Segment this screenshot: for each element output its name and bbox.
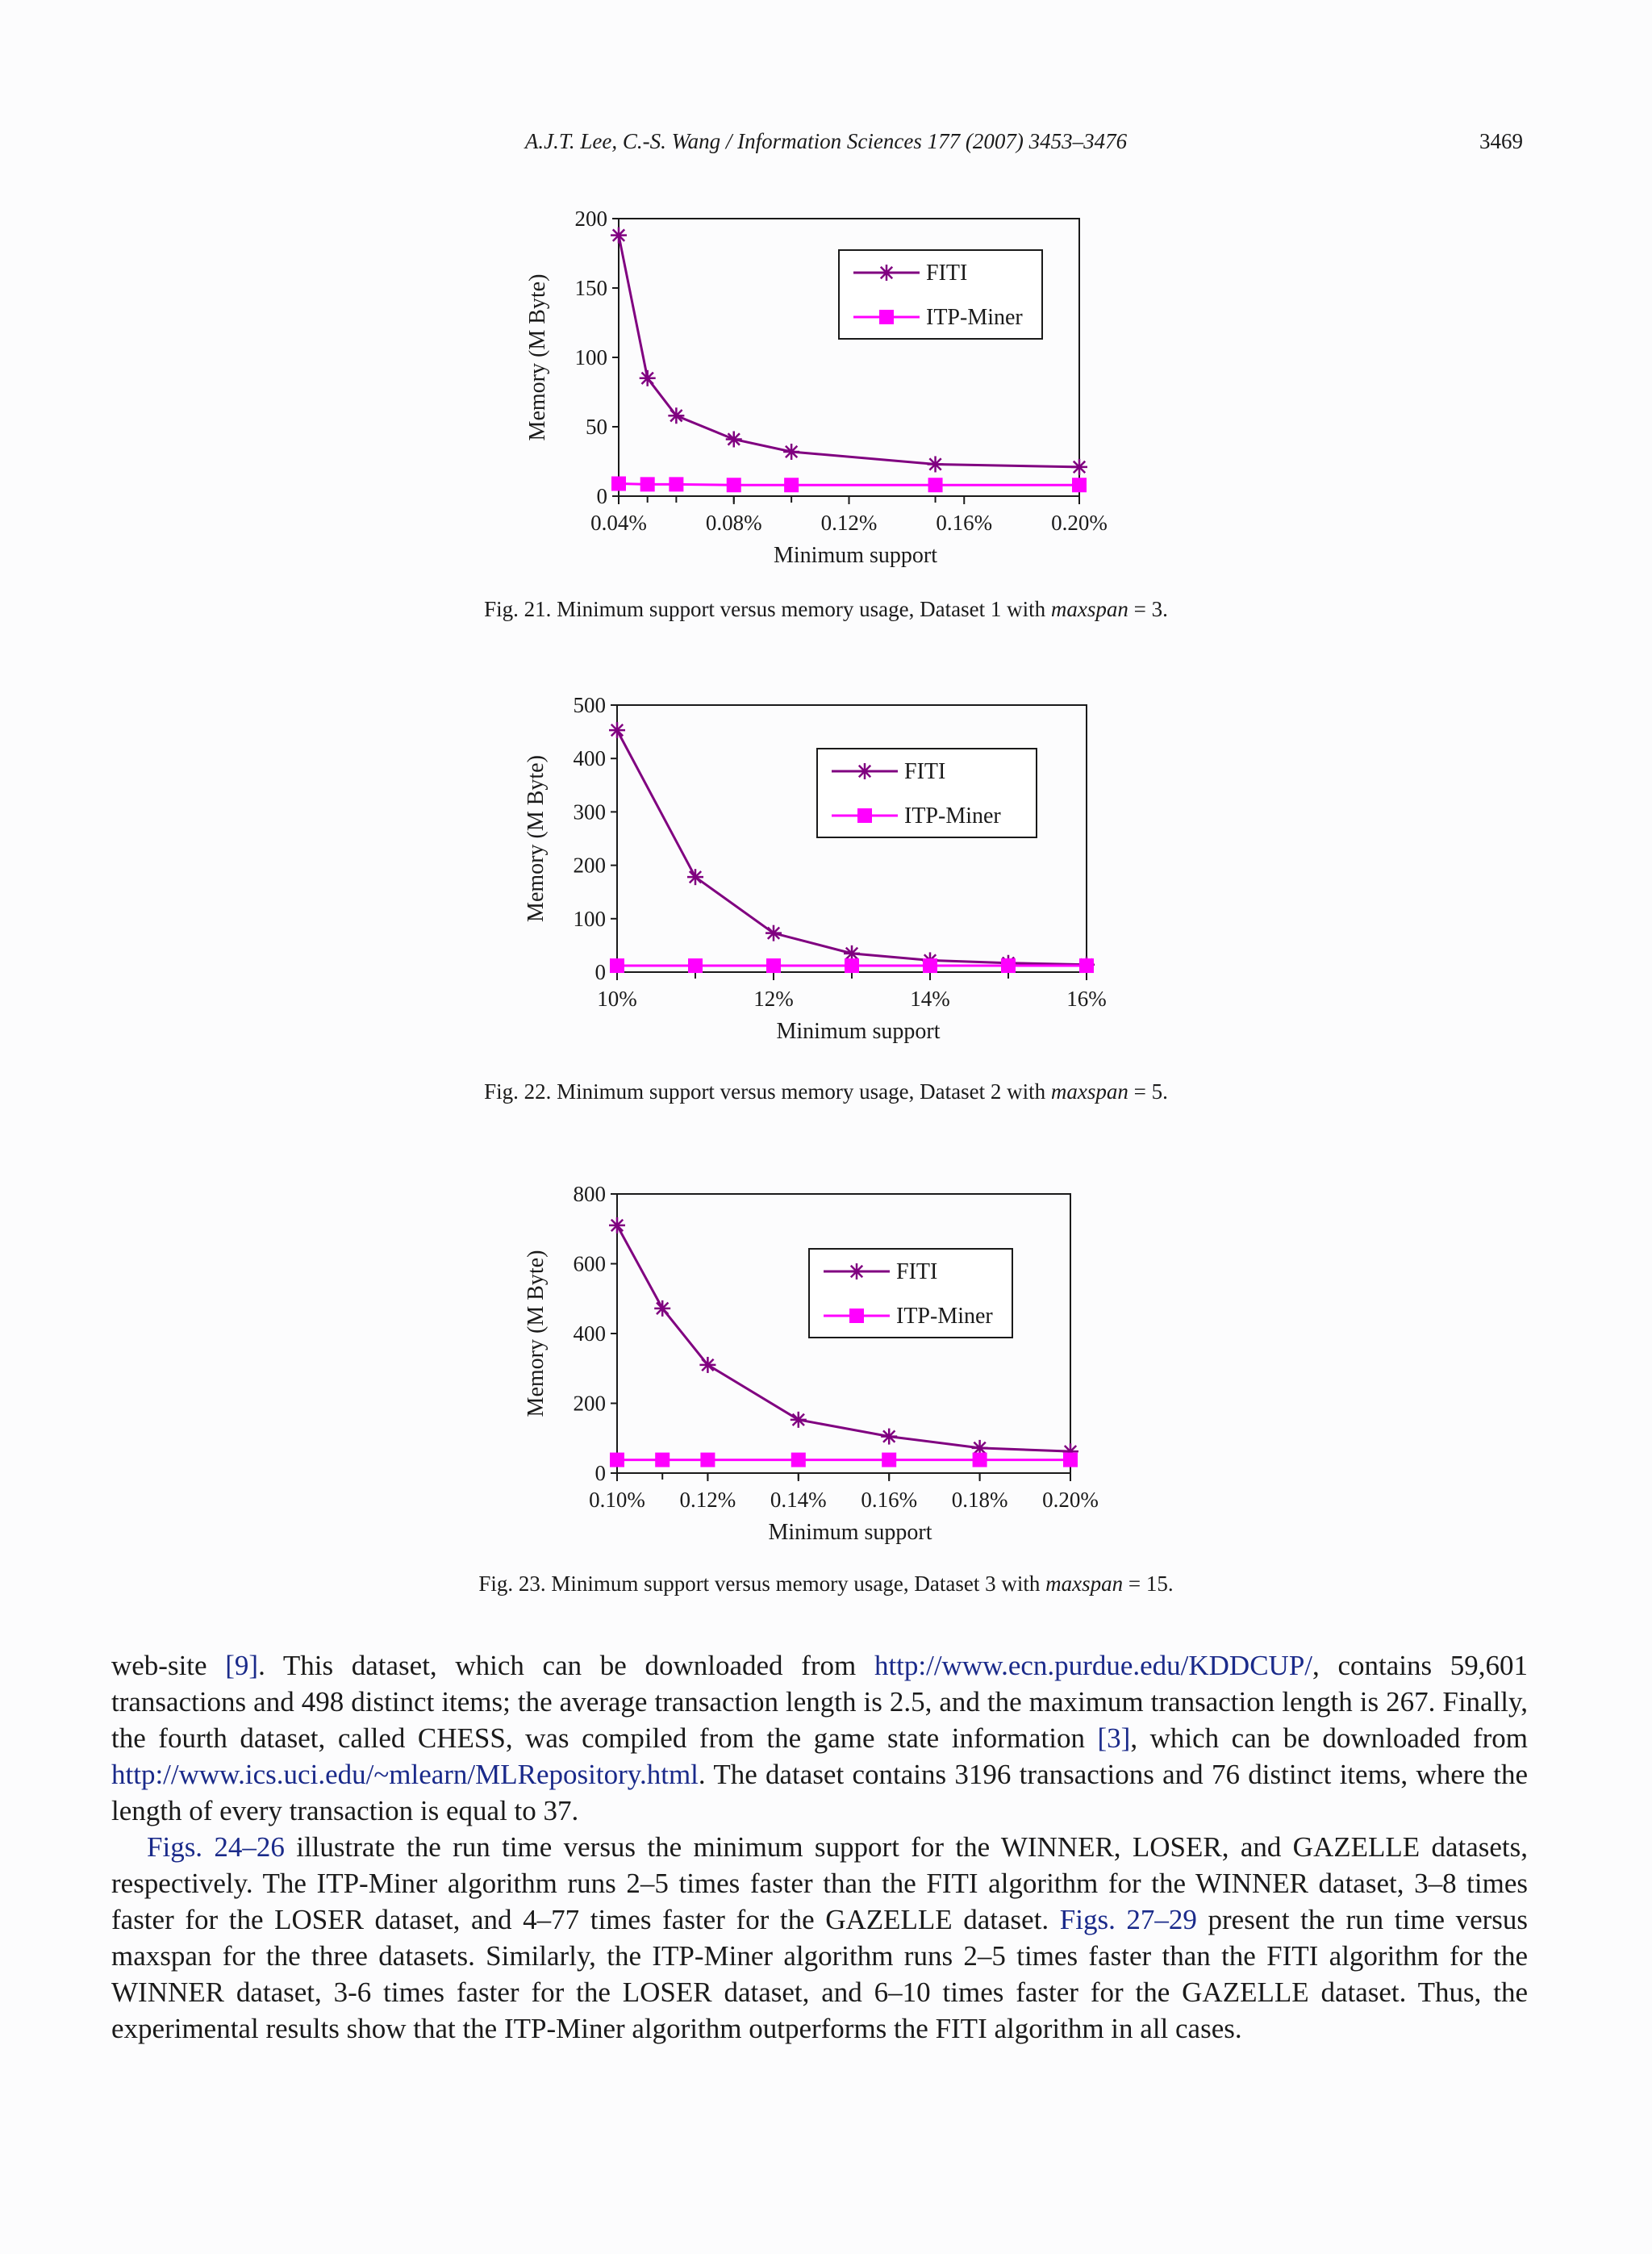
data-point-itp-miner — [1079, 958, 1094, 973]
figure-23-caption — [0, 1572, 1652, 1597]
y-tick-label: 800 — [573, 1182, 606, 1206]
plot-frame — [617, 705, 1087, 972]
text-run: . The dataset contains 3196 transactions and 76 distinct items, where the length of every transaction is equal to 37. — [111, 1759, 1528, 1826]
legend-marker — [849, 1263, 865, 1279]
figure-21-caption-text: Fig. 21. Minimum support versus memory usage, Dataset 1 with — [484, 597, 1051, 621]
data-point-itp-miner — [784, 478, 799, 492]
running-title: A.J.T. Lee, C.-S. Wang / Information Sciences 177 (2007) 3453–3476 — [524, 129, 1128, 153]
data-point-fiti — [668, 407, 684, 424]
text-run: present the run time versus maxspan for the three datasets. Similarly, the ITP-Miner algorithm runs 2–5 times faster than the FITI algorithm for the WINNER dataset, 3-6 times faster for the LOSER dataset, and 6–10 times faster for the GAZELLE dataset. Thus, the experimental results show that the ITP-Miner algorithm outperforms the FITI algorithm in all cases. — [111, 1904, 1528, 2044]
data-point-itp-miner — [640, 477, 655, 491]
y-tick-label: 150 — [574, 276, 607, 300]
data-point-itp-miner — [669, 477, 683, 491]
y-axis-label: Memory (M Byte) — [524, 755, 549, 922]
data-point-fiti — [654, 1300, 670, 1317]
figure-22-chart — [0, 678, 1652, 1065]
y-tick-label: 500 — [573, 693, 606, 717]
y-tick-label: 300 — [573, 799, 606, 824]
data-point-itp-miner — [766, 958, 781, 973]
data-point-fiti — [687, 869, 703, 885]
legend-label: ITP-Miner — [896, 1304, 993, 1329]
text-run: . This dataset, which can be downloaded from — [258, 1650, 874, 1681]
y-tick-label: 600 — [573, 1251, 606, 1276]
y-tick-label: 100 — [574, 345, 607, 369]
figure-23-caption-suffix: = 15. — [1123, 1572, 1174, 1596]
x-axis-label: Minimum support — [768, 1520, 932, 1545]
figure-23-svg — [0, 1162, 1652, 1549]
data-point-fiti — [609, 1217, 625, 1233]
legend-label: FITI — [904, 759, 946, 784]
y-tick-label: 200 — [573, 853, 606, 878]
paragraph-2 — [111, 1829, 1528, 2047]
reference-link[interactable]: http://www.ics.uci.edu/~mlearn/MLRepository.html — [111, 1759, 699, 1790]
legend-marker — [849, 1309, 864, 1323]
data-point-fiti — [640, 370, 656, 386]
figure-22-caption-text: Fig. 22. Minimum support versus memory usage, Dataset 2 with — [484, 1079, 1051, 1104]
figure-21-caption-var: maxspan — [1050, 597, 1128, 621]
figure-21-chart — [0, 194, 1652, 589]
x-tick-label: 0.10% — [589, 1488, 645, 1512]
y-axis-label: Memory (M Byte) — [524, 1250, 549, 1417]
legend-label: ITP-Miner — [926, 305, 1023, 330]
data-point-itp-miner — [610, 958, 624, 973]
x-tick-label: 12% — [753, 987, 794, 1011]
data-point-itp-miner — [655, 1453, 670, 1467]
data-point-fiti — [783, 444, 799, 460]
data-point-itp-miner — [688, 958, 703, 973]
reference-link[interactable]: [9] — [225, 1650, 259, 1681]
legend-label: ITP-Miner — [904, 804, 1001, 829]
figure-23-chart — [0, 1162, 1652, 1549]
figure-22-caption-var: maxspan — [1050, 1079, 1128, 1104]
x-tick-label: 16% — [1066, 987, 1107, 1011]
data-point-fiti — [1071, 459, 1087, 475]
figure-23-caption-text: Fig. 23. Minimum support versus memory usage, Dataset 3 with — [478, 1572, 1046, 1596]
legend-label: FITI — [926, 261, 968, 286]
y-axis-label: Memory (M Byte) — [525, 273, 550, 441]
figure-22-caption — [0, 1079, 1652, 1104]
y-tick-label: 400 — [573, 746, 606, 771]
text-run: , contains 59,601 transactions and 498 distinct items; the average transaction length is 2.5, and the maximum transaction length is 267. Finally, the fourth dataset, called CHESS, was compiled from the game state information — [111, 1650, 1529, 1754]
text-run: , which can be downloaded from — [1130, 1722, 1528, 1754]
data-point-fiti — [928, 456, 944, 472]
x-tick-label: 0.20% — [1042, 1488, 1099, 1512]
y-tick-label: 400 — [573, 1321, 606, 1346]
y-tick-label: 50 — [586, 415, 607, 439]
x-tick-label: 10% — [597, 987, 637, 1011]
data-point-fiti — [726, 431, 742, 447]
legend-marker — [879, 310, 894, 324]
x-tick-label: 0.16% — [936, 511, 993, 535]
figure-21-svg — [0, 194, 1652, 589]
data-point-itp-miner — [1072, 478, 1087, 492]
reference-link[interactable]: http://www.ecn.purdue.edu/KDDCUP/ — [874, 1650, 1313, 1681]
text-run: illustrate the run time versus the minimum support for the WINNER, LOSER, and GAZELLE datasets, respectively. The ITP-Miner algorithm runs 2–5 times faster than the FITI algorithm for the WINNER dataset, 3–8 times faster for the LOSER dataset, and 4–77 times faster for the GAZELLE dataset. — [111, 1831, 1528, 1935]
data-point-itp-miner — [727, 478, 741, 492]
data-point-itp-miner — [791, 1453, 806, 1467]
data-point-itp-miner — [928, 478, 943, 492]
text-run: web-site — [111, 1650, 226, 1681]
y-tick-label: 200 — [573, 1391, 606, 1416]
y-tick-label: 200 — [574, 207, 607, 231]
x-tick-label: 0.12% — [820, 511, 878, 535]
y-tick-label: 0 — [594, 960, 606, 984]
x-tick-label: 0.04% — [590, 511, 647, 535]
data-point-itp-miner — [610, 1453, 624, 1467]
reference-link[interactable]: [3] — [1097, 1722, 1131, 1754]
data-point-fiti — [791, 1412, 807, 1428]
x-tick-label: 14% — [910, 987, 950, 1011]
data-point-itp-miner — [923, 958, 937, 973]
body-text — [111, 1647, 1528, 2047]
data-point-fiti — [609, 722, 625, 738]
data-point-itp-miner — [611, 477, 626, 491]
x-tick-label: 0.12% — [679, 1488, 736, 1512]
figure-21-caption — [0, 597, 1652, 622]
data-point-itp-miner — [882, 1453, 896, 1467]
data-point-fiti — [611, 227, 627, 244]
x-axis-label: Minimum support — [773, 543, 938, 568]
x-tick-label: 0.18% — [951, 1488, 1008, 1512]
y-tick-label: 100 — [573, 906, 606, 931]
x-axis-label: Minimum support — [776, 1019, 941, 1044]
figure-22-caption-suffix: = 5. — [1128, 1079, 1168, 1104]
page-number: 3469 — [1479, 129, 1523, 153]
data-point-itp-miner — [973, 1453, 987, 1467]
x-tick-label: 0.14% — [770, 1488, 827, 1512]
legend-marker — [857, 808, 872, 823]
reference-link[interactable]: Figs. 27–29 — [1059, 1904, 1197, 1935]
figure-21-caption-suffix: = 3. — [1128, 597, 1168, 621]
legend-marker — [878, 265, 895, 281]
data-point-itp-miner — [700, 1453, 715, 1467]
figure-22-svg — [0, 678, 1652, 1065]
data-point-fiti — [699, 1357, 715, 1373]
reference-link[interactable]: Figs. 24–26 — [147, 1831, 285, 1863]
legend-label: FITI — [896, 1259, 938, 1284]
x-tick-label: 0.20% — [1051, 511, 1108, 535]
x-tick-label: 0.16% — [861, 1488, 918, 1512]
data-point-fiti — [766, 925, 782, 941]
legend-marker — [857, 763, 873, 779]
data-point-itp-miner — [1063, 1453, 1078, 1467]
series-line-itp-miner — [619, 484, 1079, 486]
y-tick-label: 0 — [594, 1461, 606, 1485]
y-tick-label: 0 — [596, 484, 607, 508]
data-point-itp-miner — [845, 958, 859, 973]
figure-23-caption-var: maxspan — [1045, 1572, 1124, 1596]
running-header — [0, 129, 1652, 165]
data-point-itp-miner — [1001, 958, 1016, 973]
paragraph-1 — [111, 1647, 1528, 1829]
x-tick-label: 0.08% — [705, 511, 762, 535]
data-point-fiti — [881, 1429, 897, 1445]
